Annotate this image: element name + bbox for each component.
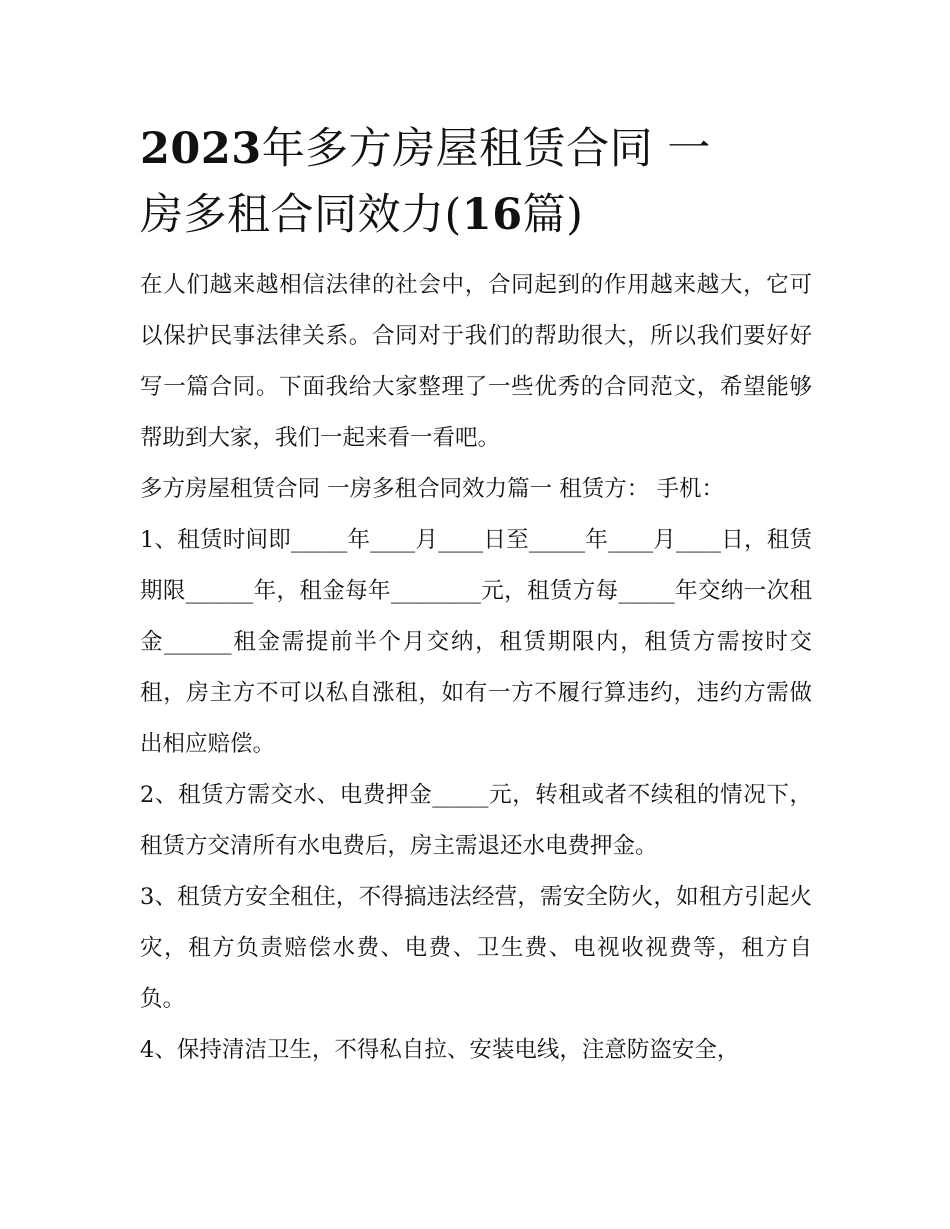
clause-4: 4、保持清洁卫生，不得私自拉、安装电线，注意防盗安全， — [140, 1037, 740, 1063]
title-line-2 — [140, 184, 812, 246]
clause-1: 1、租赁时间即_____年____月____日至_____年____月____日，租赁期限______年，租金每年________元，租赁方每_____年交纳一次租金______租金需提前半个月交纳，租赁期限内，租赁方需按时交租，房主方不可以私自涨租，如有一方不履行算违约，违约方需做出相应赔偿。 — [140, 527, 812, 757]
title-text-2b: 篇) — [522, 190, 584, 240]
title-text-1: 年多方房屋租赁合同 一 — [261, 124, 711, 174]
title-year: 2023 — [140, 124, 262, 174]
clause-2: 2、租赁方需交水、电费押金_____元，转租或者不续租的情况下，租赁方交清所有水电费后，房主需退还水电费押金。 — [140, 782, 812, 859]
title-line-1 — [140, 118, 812, 180]
document-title — [140, 118, 812, 246]
document-body — [140, 118, 812, 1076]
title-count: 16 — [461, 190, 523, 240]
section-heading: 多方房屋租赁合同 一房多租合同效力篇一 租赁方： 手机： — [140, 476, 724, 502]
title-text-2a: 房多租合同效力( — [140, 190, 462, 240]
clause-3: 3、租赁方安全租住，不得搞违法经营，需安全防火，如租方引起火灾，租方负责赔偿水费、电费、卫生费、电视收视费等，租方自负。 — [140, 884, 812, 1012]
intro-paragraph: 在人们越来越相信法律的社会中，合同起到的作用越来越大，它可以保护民事法律关系。合同对于我们的帮助很大，所以我们要好好写一篇合同。下面我给大家整理了一些优秀的合同范文，希望能够帮助到大家，我们一起来看一看吧。 — [140, 272, 812, 451]
